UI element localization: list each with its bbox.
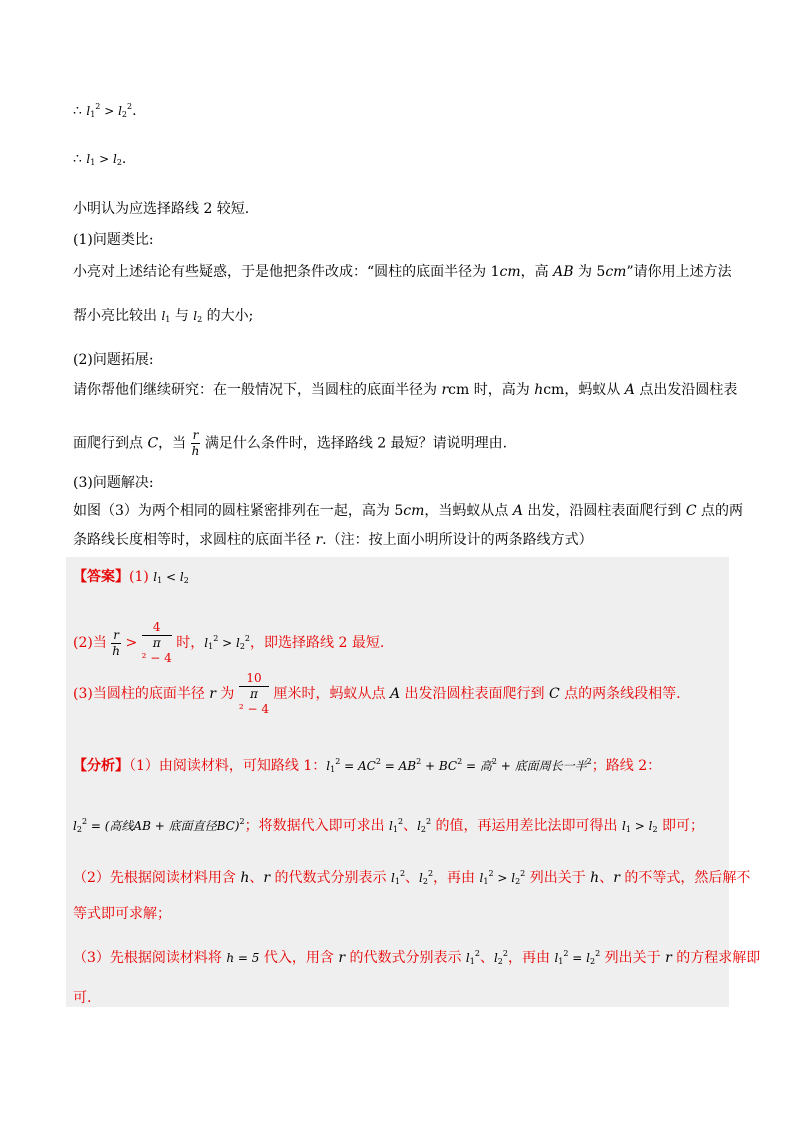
analysis-2b: 等式即可求解； xyxy=(73,906,171,922)
analysis-2a: （2）先根据阅读材料用含 h、r 的代数式分别表示 $l1^2$、$l2^2$，再由 $l1^2 > l2^2$ 列出关于 h、r 的不等式，然后解不 xyxy=(73,869,751,886)
q3-title: (3)问题解决: xyxy=(73,475,154,491)
q1-text-b: 帮小亮比较出 l1 与 l2 的大小; xyxy=(73,308,254,324)
analysis-1a: 【分析】（1）由阅读材料，可知路线 1：$l1^2 = AC^2 = AB^2 + BC^2$ = 高$^2$ + 底面周长一半$^2$；路线 2： xyxy=(73,757,662,774)
q2-text-a: 请你帮他们继续研究：在一般情况下，当圆柱的底面半径为 rcm 时，高为 hcm，蚂蚁从 A 点出发沿圆柱表 xyxy=(73,382,738,398)
conclusion-text: 小明认为应选择路线 2 较短. xyxy=(73,201,250,217)
analysis-3a: （3）先根据阅读材料将 h = 5 代入，用含 r 的代数式分别表示 $l1^2$、$l2^2$，再由 $l1^2 = l2^2$ 列出关于 r 的方程求解即 xyxy=(73,949,761,966)
answer-3: (3)当圆柱的底面半径 r 为 10 π ² − 4 厘米时，蚂蚁从点 A 出发沿圆柱表面爬行到 C 点的两条线段相等. xyxy=(73,671,681,716)
therefore-line-2: ∴ l1 > l2. xyxy=(73,151,127,167)
q2-title: (2)问题拓展: xyxy=(73,352,154,368)
answer-label: 【答案】 xyxy=(73,569,129,585)
answer-1: 【答案】(1) l1 < l2 xyxy=(73,569,189,585)
q2-text-b: 面爬行到点 C，当 $\frac{r}{h}$ 满足什么条件时，选择路线 2 最短？请说明理由. xyxy=(73,428,508,458)
therefore-line-1: ∴ $l1^2 > l2^2$. xyxy=(73,102,137,119)
analysis-label: 【分析】 xyxy=(73,758,129,774)
analysis-3b: 可. xyxy=(73,990,92,1006)
r-over-h-fraction: $\frac{r}{h}$ xyxy=(191,428,200,458)
analysis-1b: $l2^2$ = (高线AB + 底面直径BC)$^2$；将数据代入即可求出 $l1^2$、$l2^2$ 的值，再运用差比法即可得出 l1 > l2 即可； xyxy=(73,817,705,834)
q1-title: (1)问题类比: xyxy=(73,232,154,248)
q3-text-b: 条路线长度相等时，求圆柱的底面半径 r.（注：按上面小明所设计的两条路线方式） xyxy=(73,532,593,548)
q1-text-a: 小亮对上述结论有些疑惑，于是他把条件改成：“圆柱的底面半径为 1cm，高 AB 为 5cm”请你用上述方法 xyxy=(73,264,732,280)
answer-2: (2)当 $\frac{r}{h}$ > 4 π ² − 4 时，$l1^2 > l2^2$，即选择路线 2 最短. xyxy=(73,620,385,665)
q3-text-a: 如图（3）为两个相同的圆柱紧密排列在一起，高为 5cm，当蚂蚁从点 A 出发，沿圆柱表面爬行到 C 点的两 xyxy=(73,503,744,519)
